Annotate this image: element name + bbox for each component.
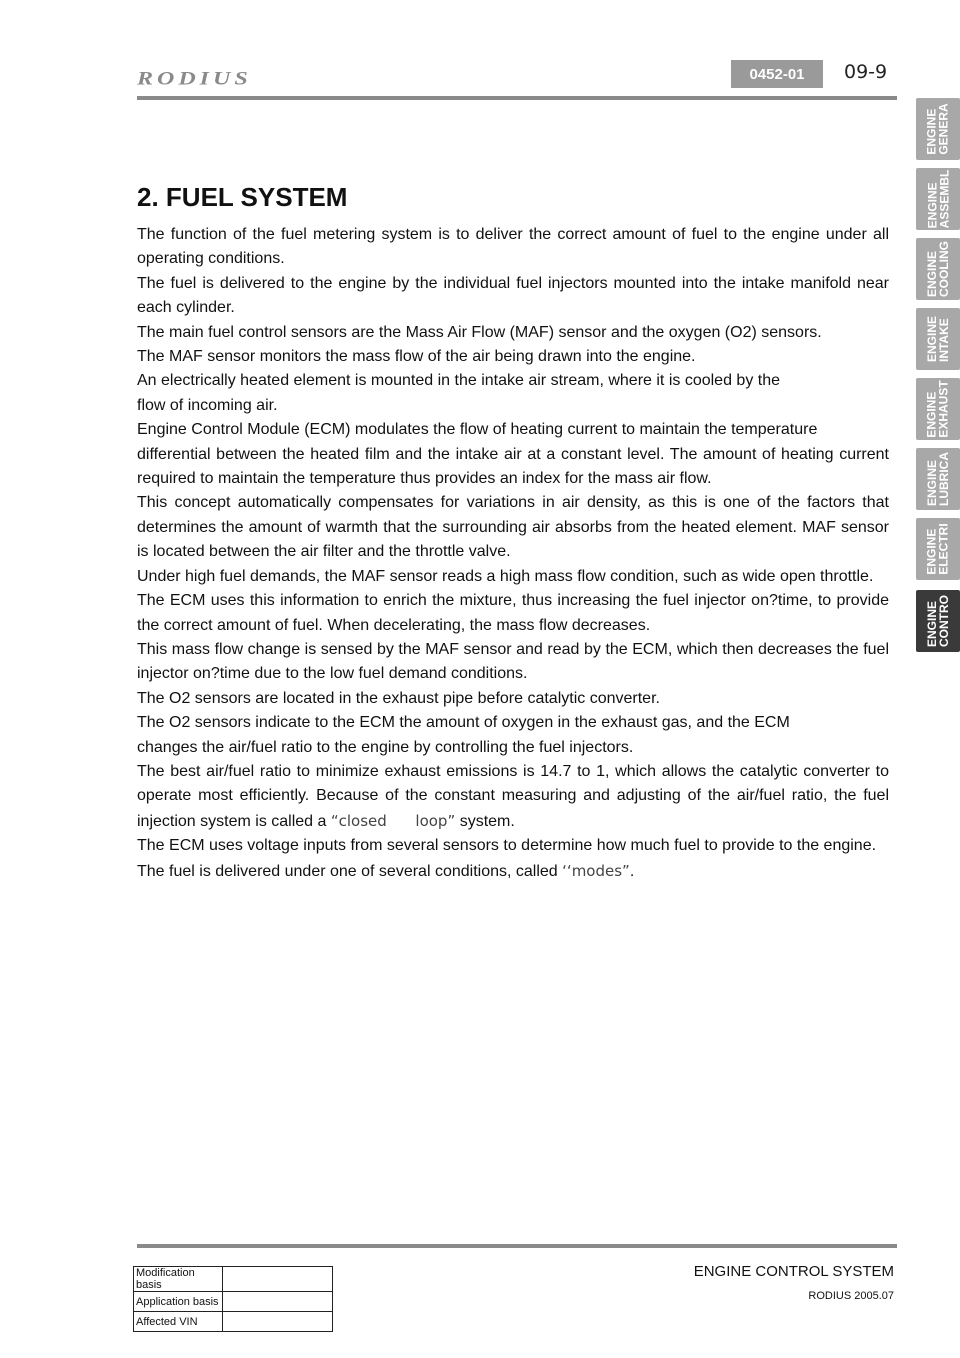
tab-engine-general[interactable]: [916, 98, 960, 160]
bottom-divider: [137, 1244, 897, 1248]
tab-label: ENGINE LUBRICA: [925, 452, 951, 506]
table-label: Modification basis: [134, 1267, 223, 1292]
paragraph: The main fuel control sensors are the Mass Air Flow (MAF) sensor and the oxygen (O2) sensors.: [137, 323, 822, 341]
table-label: Application basis: [134, 1292, 223, 1312]
paragraph: The O2 sensors are located in the exhaust pipe before catalytic converter.: [137, 689, 660, 707]
closed-loop-term: “closed loop”: [330, 811, 456, 830]
tab-engine-lubrication[interactable]: [916, 448, 960, 510]
paragraph: [137, 859, 889, 884]
tab-engine-intake[interactable]: [916, 308, 960, 370]
page-title: 2. FUEL SYSTEM: [137, 182, 348, 212]
modification-table: [133, 1266, 333, 1332]
chapter-tabs: [916, 98, 960, 660]
modes-term: ‘‘modes”: [562, 861, 630, 880]
paragraph: [137, 760, 889, 834]
paragraph: The ECM uses this information to enrich the mixture, thus increasing the fuel injector on?time, to provide the correct amount of fuel. When decelerating, the mass flow decreases.: [137, 592, 889, 634]
page-number: 09-9: [844, 61, 888, 83]
paragraph: differential between the heated film and the intake air at a constant level. The amount of heating current required to maintain the temperature thus provides an index for the mass air flow.: [137, 445, 889, 488]
footer-model-date: RODIUS 2005.07: [808, 1290, 894, 1302]
paragraph: An electrically heated element is mounted in the intake air stream, where it is cooled by the: [137, 372, 780, 390]
paragraph: The ECM uses voltage inputs from several sensors to determine how much fuel to provide to the engine.: [137, 837, 877, 855]
tab-label: ENGINE GENERA: [925, 103, 951, 155]
tab-engine-control[interactable]: [916, 590, 960, 652]
tab-engine-electrical[interactable]: [916, 518, 960, 580]
footer-system-title: ENGINE CONTROL SYSTEM: [693, 1263, 894, 1280]
paragraph: This concept automatically compensates for variations in air density, as this is one of the factors that determines the amount of warmth that the surrounding air absorbs from the heated element. MAF sensor is located between the air filter and the throttle valve.: [137, 494, 889, 561]
table-row: [134, 1292, 333, 1312]
paragraph: Under high fuel demands, the MAF sensor reads a high mass flow condition, such as wide open throttle.: [137, 567, 874, 585]
paragraph-text: system.: [459, 812, 515, 830]
tab-label: ENGINE ASSEMBL: [925, 169, 952, 229]
paragraph: This mass flow change is sensed by the MAF sensor and read by the ECM, which then decreases the fuel injector on?time due to the low fuel demand conditions.: [137, 640, 889, 683]
paragraph-text: The fuel is delivered under one of several conditions, called: [137, 862, 558, 880]
paragraph-text: .: [629, 862, 635, 880]
paragraph: The MAF sensor monitors the mass flow of the air being drawn into the engine.: [137, 348, 696, 366]
table-value: [223, 1267, 333, 1292]
paragraph-text: The best air/fuel ratio to minimize exhaust emissions is 14.7 to 1, which allows the catalytic converter to operate most efficiently. Because of the constant measuring and adjusting of the air/fuel ratio, the fuel injection system is called a: [137, 762, 889, 830]
tab-label: ENGINE ELECTRI: [925, 523, 951, 575]
top-divider: [137, 96, 897, 100]
table-row: [134, 1312, 333, 1332]
tab-label: ENGINE EXHAUST: [925, 380, 951, 438]
paragraph: The function of the fuel metering system is to deliver the correct amount of fuel to the engine under all operating conditions.: [137, 226, 889, 268]
tab-label: ENGINE INTAKE: [925, 315, 952, 363]
table-value: [223, 1312, 333, 1332]
tab-label: ENGINE COOLING: [925, 241, 951, 297]
rodius-logo: RODIUS: [137, 68, 252, 90]
table-value: [223, 1292, 333, 1312]
table-row: [134, 1267, 333, 1292]
paragraph: The O2 sensors indicate to the ECM the amount of oxygen in the exhaust gas, and the ECM: [137, 714, 790, 732]
paragraph: changes the air/fuel ratio to the engine by controlling the fuel injectors.: [137, 738, 634, 756]
tab-engine-cooling[interactable]: [916, 238, 960, 300]
tab-label: ENGINE CONTRO: [925, 595, 951, 647]
table-label: Affected VIN: [134, 1312, 223, 1332]
paragraph: flow of incoming air.: [137, 396, 278, 414]
section-code-badge: 0452-01: [731, 60, 823, 88]
tab-engine-exhaust[interactable]: [916, 378, 960, 440]
body-text: [137, 223, 889, 884]
tab-engine-assembly[interactable]: [916, 168, 960, 230]
paragraph: The fuel is delivered to the engine by the individual fuel injectors mounted into the intake manifold near each cylinder.: [137, 274, 889, 317]
paragraph: Engine Control Module (ECM) modulates the flow of heating current to maintain the temperature: [137, 421, 818, 439]
